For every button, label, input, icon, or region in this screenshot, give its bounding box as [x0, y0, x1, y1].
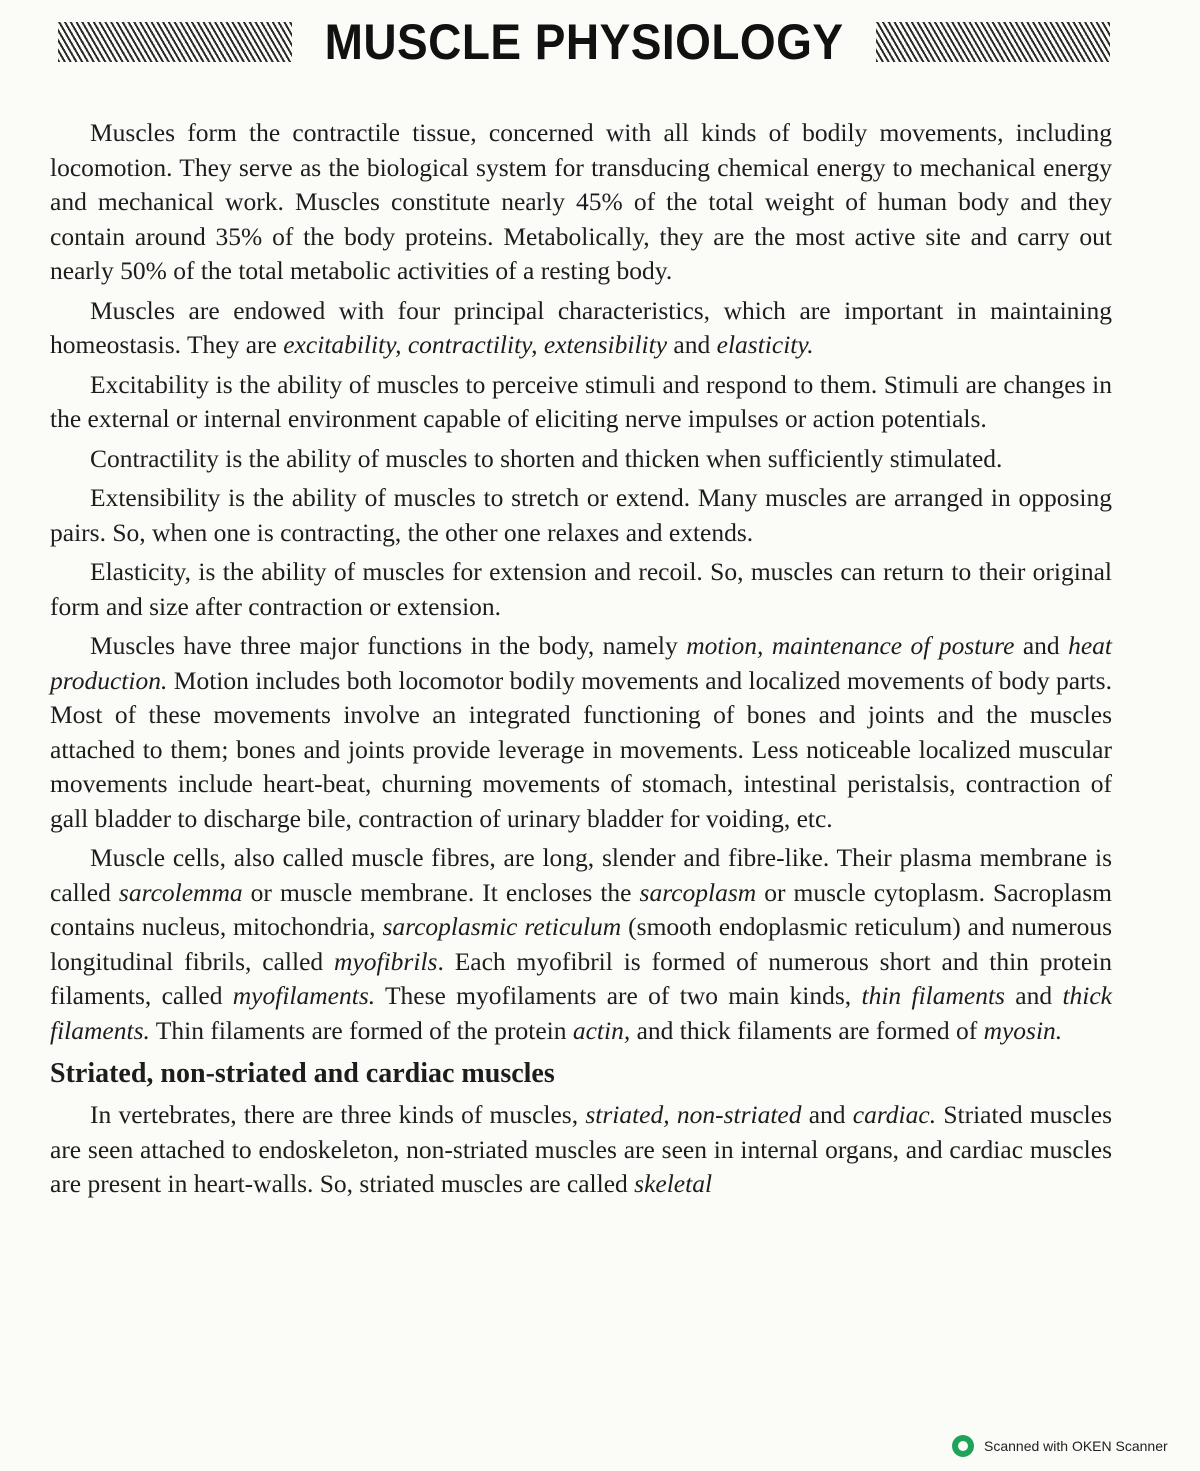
paragraph [50, 555, 1112, 624]
italic-term: cardiac. [852, 1100, 937, 1129]
text-run: Elasticity, is the ability of muscles for extension and recoil. So, muscles can return to their original form and size after contraction or extension. [50, 557, 1112, 621]
italic-term: thin filaments [861, 981, 1005, 1010]
section-paragraphs [50, 1098, 1112, 1202]
main-paragraphs [50, 116, 1112, 1048]
italic-term: sarcolemma [118, 877, 243, 907]
text-run: Thin filaments are formed of the protein [149, 1015, 573, 1045]
text-run: Contractility is the ability of muscles to shorten and thicken when sufficiently stimulated. [90, 443, 1003, 473]
text-run: and thick filaments are formed of [630, 1015, 984, 1045]
italic-term: sarcoplasm [639, 877, 757, 907]
body-text [50, 116, 1112, 1207]
scanner-logo-icon [952, 1435, 974, 1457]
title-hatch-right [876, 22, 1110, 62]
italic-term: motion, maintenance of posture [686, 631, 1015, 660]
paragraph [50, 368, 1112, 437]
italic-term: actin, [572, 1015, 631, 1045]
paragraph [50, 481, 1112, 550]
text-run: . Each myofibril is formed of numerous short and thin protein filaments, called [50, 946, 1112, 1010]
title-hatch-left [58, 22, 292, 62]
text-run: Striated muscles are seen attached to endoskeleton, non-striated muscles are seen in internal organs, and cardiac muscles are present in heart-walls. So, striated muscles are called [50, 1100, 1113, 1198]
paragraph [50, 629, 1112, 836]
text-run: and [801, 1100, 853, 1129]
paragraph [50, 116, 1112, 289]
section-heading: Striated, non-striated and cardiac muscles [50, 1058, 555, 1089]
italic-term: skeletal [634, 1169, 713, 1198]
italic-term: elasticity. [716, 330, 814, 359]
text-run: Muscles are endowed with four principal characteristics, which are important in maintaining homeostasis. They are [50, 295, 1112, 359]
text-run: Muscles form the contractile tissue, concerned with all kinds of bodily movements, including locomotion. They serve as the biological system for transducing chemical energy to mechanical energy and mechanical work. Muscles constitute nearly 45% of the total weight of human body and they contain around 35% of the body proteins. Metabolically, they are the most active site and carry out nearly 50% of the total metabolic activities of a resting body. [50, 118, 1112, 285]
title-bar [58, 14, 1110, 70]
italic-term: thick filaments. [50, 981, 1112, 1045]
text-run: and [1004, 981, 1063, 1010]
text-run: Muscles have three major functions in the body, namely [90, 631, 687, 660]
scanner-watermark-text: Scanned with OKEN Scanner [984, 1438, 1168, 1454]
italic-term: myofilaments. [232, 981, 376, 1010]
text-run: Muscle cells, also called muscle fibres, are long, slender and fibre-like. Their plasma membrane is called [50, 843, 1112, 907]
paragraph [50, 841, 1112, 1048]
text-run: and [667, 330, 717, 359]
italic-term: sarcoplasmic reticulum [382, 912, 622, 941]
text-run: Extensibility is the ability of muscles to stretch or extend. Many muscles are arranged in opposing pairs. So, when one is contracting, the other one relaxes and extends. [50, 483, 1112, 547]
italic-term: striated, non-striated [585, 1100, 802, 1129]
scanner-watermark [952, 1434, 1168, 1458]
page-title: MUSCLE PHYSIOLOGY [324, 14, 844, 70]
paragraph [50, 1098, 1112, 1202]
text-run: Motion includes both locomotor bodily movements and localized movements of body parts. Most of these movements involve an integrated functioning of bones and joints and the muscles attached to them; bones and joints provide leverage in movements. Less noticeable localized muscular movements include heart-beat, churning movements of stomach, intestinal peristalsis, contraction of gall bladder to discharge bile, contraction of urinary bladder for voiding, etc. [50, 665, 1112, 833]
paragraph [50, 442, 1112, 477]
text-run: and [1014, 631, 1069, 660]
italic-term: myofibrils [334, 946, 438, 976]
text-run: Excitability is the ability of muscles to perceive stimuli and respond to them. Stimuli are changes in the external or internal environment capable of eliciting nerve impulses or action potentials. [50, 369, 1112, 433]
italic-term: excitability, contractility, extensibility [283, 330, 668, 359]
text-run: In vertebrates, there are three kinds of muscles, [90, 1100, 586, 1129]
text-run: (smooth endoplasmic reticulum) and numerous longitudinal fibrils, called [50, 912, 1113, 976]
italic-term: myosin. [983, 1015, 1063, 1045]
italic-term: heat production. [50, 631, 1112, 695]
text-run: or muscle membrane. It encloses the [242, 877, 640, 907]
text-run: These myofilaments are of two main kinds, [375, 981, 862, 1010]
text-run: or muscle cytoplasm. Sacroplasm contains nucleus, mitochondria, [50, 877, 1113, 941]
paragraph [50, 294, 1112, 363]
